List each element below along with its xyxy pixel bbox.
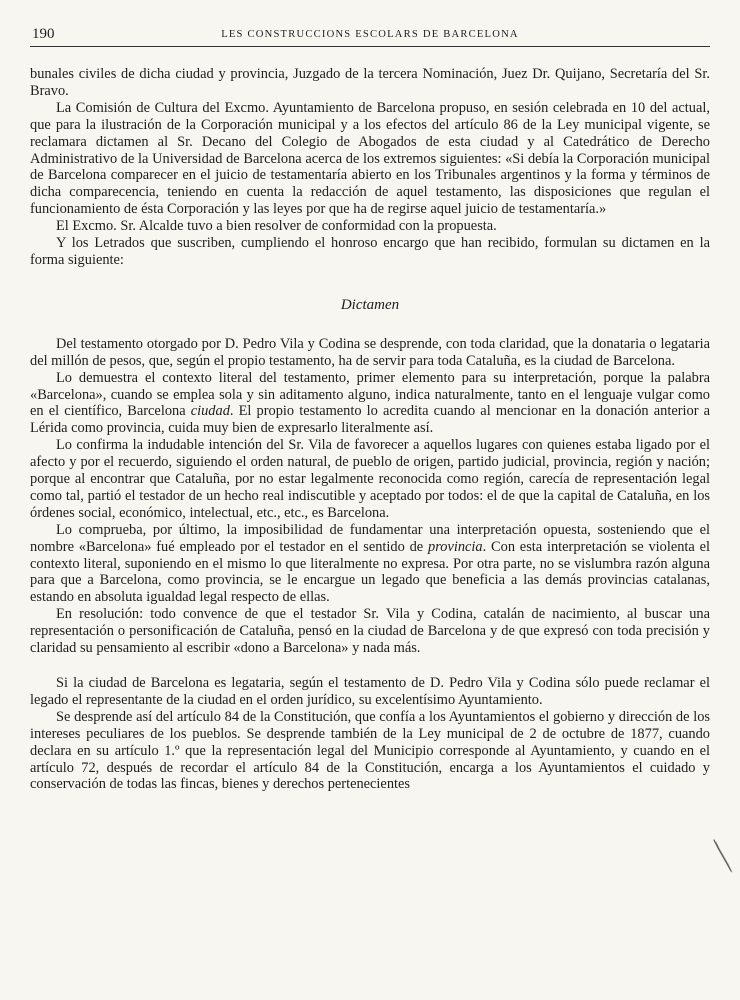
italic-term: ciudad <box>190 403 230 420</box>
paragraph: El Excmo. Sr. Alcalde tuvo a bien resolver de conformidad con la propuesta. <box>56 218 497 235</box>
body-text <box>30 66 710 793</box>
paragraph: En resolución: todo convence de que el testador Sr. Vila y Codina, catalán de nacimiento, al buscar una representación o personificación de Cataluña, pensó en la ciudad de Barcelona y de que expresó con toda precisión y claridad su pensamiento al escribir «dono a Barcelona» y nada más. <box>30 606 710 657</box>
paragraph: Si la ciudad de Barcelona es legataria, según el testamento de D. Pedro Vila y Codina sólo puede reclamar el legado el representante de la ciudad en el orden jurídico, su excelentísimo Ayuntamiento. <box>30 675 710 708</box>
page-number: 190 <box>32 26 55 42</box>
section-heading: Dictamen <box>340 296 400 313</box>
paragraph-text: . El propio testamento lo acredita cuando al mencionar en la donación anterior a Lérida como provincia, cuida muy bien de expresarlo literalmente así. <box>30 403 710 437</box>
running-title: LES CONSTRUCCIONS ESCOLARS DE BARCELONA <box>221 29 519 40</box>
paragraph: Y los Letrados que suscriben, cumpliendo el honroso encargo que han recibido, formulan su dictamen en la forma siguiente: <box>30 235 710 268</box>
paragraph-text: Lo demuestra el contexto literal del testamento, primer elemento para su interpretación, porque la palabra «Barcelona», cuando se emplea sola y sin aditamento alguno, indica naturalmente, tanto en el lenguaje vulgar como en el científico, Barcelona <box>30 369 710 420</box>
paragraph: Lo confirma la indudable intención del Sr. Vila de favorecer a aquellos lugares con quienes estaba ligado por el afecto y por el recuerdo, siguiendo el orden natural, de pueblo de origen, partido judicial, provincia, región y nación; porque al encontrar que Cataluña, por no estar legalmente reconocida como región, carecía de representación legal como tal, partió el testador de un hecho real indiscutible y aceptado por todos: el de que la capital de Cataluña, en los órdenes social, económico, intelectual, etc., etc., es Barcelona. <box>30 437 710 521</box>
paragraph: La Comisión de Cultura del Excmo. Ayuntamiento de Barcelona propuso, en sesión celebrada en 10 del actual, que para la ilustración de la Corporación municipal y a los efectos del artículo 86 de la Ley municipal vigente, se reclamara dictamen al Sr. Decano del Colegio de Abogados de esta ciudad y al Catedrático de Derecho Administrativo de la Universidad de Barcelona acerca de los extremos siguientes: «Si debía la Corporación municipal de Barcelona comparecer en el juicio de testamentaría abierto en los Tribunales argentinos y la forma y términos de dicha comparecencia, teniendo en cuenta la redacción de aquel testamento, las disposiciones que regulan el funcionamiento de ésta Corporación y las leyes por que ha de regirse aquel juicio de testamentaría.» <box>30 99 710 218</box>
paragraph: Se desprende así del artículo 84 de la Constitución, que confía a los Ayuntamientos el gobierno y dirección de los intereses peculiares de los pueblos. Se desprende también de la Ley municipal de 2 de octubre de 1877, cuando declara en su artículo 1.º que la representación legal del Municipio corresponde al Ayuntamiento, y cuando en el artículo 72, después de recordar el artículo 84 de la Constitución, encarga a los Ayuntamientos el cuidado y conservación de todas las fincas, bienes y derechos pertenecientes <box>30 708 710 793</box>
paragraph-text: . Con esta interpretación se violenta el contexto literal, suponiendo en el mismo lo que literalmente no expresa. Por otra parte, no se vislumbra razón alguna para que a Barcelona, como provincia, se le encargue un legado que beneficia a las demás provincias catalanas, estando en absoluta igualdad legal respecto de ellas. <box>30 538 710 606</box>
section-spacer <box>30 657 710 675</box>
paragraph: bunales civiles de dicha ciudad y provincia, Juzgado de la tercera Nominación, Juez Dr. Quijano, Secretaría del Sr. Bravo. <box>30 66 710 99</box>
paragraph: Del testamento otorgado por D. Pedro Vila y Codina se desprende, con toda claridad, que la donataria o legataria del millón de pesos, que, según el propio testamento, ha de servir para toda Cataluña, es la ciudad de Barcelona. <box>30 335 710 369</box>
paragraph-text: Lo comprueba, por último, la imposibilidad de fundamentar una interpretación opuesta, sosteniendo que el nombre «Barcelona» fué empleado por el testador en el sentido de <box>30 521 710 555</box>
paragraph <box>30 370 710 438</box>
paragraph <box>30 522 710 607</box>
italic-term: provincia <box>428 538 483 555</box>
margin-pencil-mark <box>712 838 734 874</box>
page-header <box>30 24 710 47</box>
